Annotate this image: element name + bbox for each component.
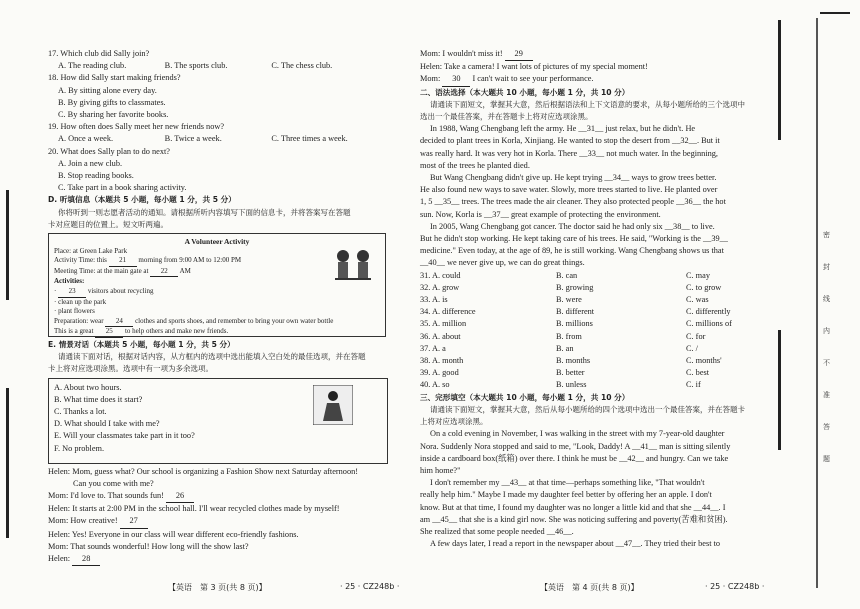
passage-line: am __45__ that she is a kind girl now. She was noticing suffering and poverty(苦难和贫困).	[420, 514, 728, 524]
card-activities-label: Activities:	[54, 277, 85, 286]
option-a[interactable]: A. By sitting alone every day.	[58, 85, 157, 95]
blank-23[interactable]: 23	[58, 287, 86, 298]
card-activity-time: Activity Time: this 21 morning from 9:00 AM to 12:00 PM	[54, 256, 380, 267]
option-c[interactable]: C. By sharing her favorite books.	[58, 110, 169, 120]
section-ii-title: 二、语法选择（本大题共 10 小题，每小题 1 分，共 10 分）	[420, 87, 630, 97]
section-e-instruction: 请通读下面对话，根据对话内容，从方框内的选项中选出能填入空白处的最佳选项，并在答题	[58, 352, 366, 362]
grammar-options	[420, 270, 770, 392]
dialogue-option[interactable]: E. Will your classmates take part in it too?	[54, 431, 195, 441]
grammar-option-row: 31. A. could B. can C. may	[420, 270, 710, 280]
card-activity-1: · 23 visitors about recycling	[54, 287, 380, 298]
grammar-option-row: 36. A. about B. from C. for	[420, 331, 706, 341]
dialogue-line: Helen: It starts at 2:00 PM in the school hall. I'll wear recycled clothes made by myself!	[48, 504, 340, 514]
options	[48, 60, 378, 72]
passage-line: medicine." Even today, at the age of 89, he is still working. Wang Chengbang shows us that	[420, 246, 724, 256]
binding-char: 密	[823, 231, 830, 239]
passage-line: was really hard. It was very hot in Korla. There __33__ not much water. In the beginning,	[420, 148, 718, 158]
dialogue-line: Mom: 30 I can't wait to see your performance.	[420, 73, 770, 86]
passage-line: inside a cardboard box(纸箱) over there. I think he must be __42__ and hungry. Can we take	[420, 453, 729, 463]
alignment-mark	[778, 20, 781, 140]
passage-line: him home?"	[420, 465, 461, 475]
option-a[interactable]: A. Once a week.	[58, 134, 114, 144]
section-d-instruction-2: 卡对应题目的位置上。短文听两遍。	[48, 219, 168, 229]
page-footer-left: 【英语 第 3 页(共 8 页)】	[168, 583, 267, 592]
section-d-instruction: 你将听到一则志愿者活动的通知。请根据所听内容填写下面的信息卡，并将答案写在答题	[58, 207, 351, 217]
section-d-title: D. 听填信息（本题共 5 小题，每小题 1 分，共 5 分）	[48, 195, 236, 205]
question-stem: 20. What does Sally plan to do next?	[48, 146, 170, 156]
grammar-option-row: 37. A. a B. an C. /	[420, 343, 698, 353]
dialogue-option[interactable]: F. No problem.	[54, 443, 105, 453]
binding-line	[816, 18, 818, 588]
passage-line: decided to plant trees in Korla, Xinjiang. He wanted to stop the desert from __32__. But it	[420, 136, 720, 146]
passage-line: He also found new ways to save water. Slowly, more trees started to live. He planted over	[420, 185, 718, 195]
passage-line: In 1988, Wang Chengbang left the army. He __31__ just relax, but he didn't. He	[430, 124, 696, 134]
dialogue-line: Mom: I wouldn't miss it! 29	[420, 48, 770, 61]
blank-25[interactable]: 25	[95, 327, 123, 338]
question-20	[48, 146, 398, 195]
blank-21[interactable]: 21	[109, 256, 137, 267]
cloze-passage	[420, 428, 770, 550]
option-b[interactable]: B. By giving gifts to classmates.	[58, 97, 166, 107]
dialogue	[48, 466, 398, 567]
passage-line: __40__ we never give up, we can do great things.	[420, 258, 585, 268]
binding-char: 答	[823, 423, 830, 431]
volunteers-illustration	[331, 246, 377, 286]
question-17	[48, 48, 398, 72]
grammar-option-row: 32. A. grow B. growing C. to grow	[420, 282, 722, 292]
binding-char: 线	[823, 295, 830, 303]
passage-line: She realized that some people needed __46__.	[420, 526, 574, 536]
section-iii-instruction-2: 上将对应选项涂黑。	[420, 417, 488, 427]
grammar-option-row: 38. A. month B. months C. months'	[420, 356, 722, 366]
page-footer-right: 【英语 第 4 页(共 8 页)】	[540, 583, 639, 592]
dialogue-option[interactable]: A. About two hours.	[54, 382, 122, 392]
dialogue-option[interactable]: B. What time does it start?	[54, 394, 143, 404]
section-e-instruction-2: 卡上将对应选项涂黑。选项中有一项为多余选项。	[48, 364, 213, 374]
dialogue-line: Helen: Yes! Everyone in our class will wear different eco-friendly fashions.	[48, 529, 299, 539]
binding-char: 内	[823, 327, 830, 335]
option-c[interactable]: C. Three times a week.	[271, 134, 348, 144]
binding-char: 准	[823, 391, 830, 399]
card-activity-2: · clean up the park	[54, 297, 107, 306]
dialogue-line: Mom: That sounds wonderful! How long will the show last?	[48, 541, 249, 551]
option-b[interactable]: B. Twice a week.	[164, 134, 222, 144]
dialogue-line: Helen: Take a camera! I want lots of pictures of my special moment!	[420, 62, 648, 72]
question-18	[48, 72, 398, 121]
passage-line: Nora. Suddenly Nora stopped and said to me, "Look, Daddy! A __41__ man is sitting silently	[420, 441, 731, 451]
passage-line: But Wang Chengbang didn't give up. He kept trying __34__ ways to grow trees better.	[430, 173, 717, 183]
dialogue-options-box	[48, 378, 388, 464]
option-c[interactable]: C. Take part in a book sharing activity.	[58, 183, 187, 193]
dialogue-line: Mom: How creative! 27	[48, 515, 398, 528]
card-title: A Volunteer Activity	[184, 237, 250, 247]
grammar-passage	[420, 123, 770, 269]
question-19	[48, 121, 398, 145]
option-b[interactable]: B. The sports club.	[164, 61, 228, 71]
section-iii-instruction: 请通读下面短文，掌握其大意，然后从每小题所给的四个选项中选出一个最佳答案，并在答题卡	[430, 404, 745, 414]
option-b[interactable]: B. Stop reading books.	[58, 171, 134, 181]
page-code-right: · 25 · CZ248b ·	[705, 582, 765, 591]
question-stem: 17. Which club did Sally join?	[48, 49, 150, 58]
grammar-option-row: 33. A. is B. were C. was	[420, 295, 709, 305]
card-great: This is a great 25 to help others and make new friends.	[54, 327, 380, 338]
grammar-option-row: 39. A. good B. better C. best	[420, 368, 710, 378]
blank-28[interactable]: 28	[72, 553, 100, 566]
section-ii-instruction-2: 选出一个最佳答案，并在答题卡上将对应选项涂黑。	[420, 112, 593, 122]
grammar-option-row: 35. A. million B. millions C. millions of	[420, 319, 732, 329]
dialogue-line: Helen: 28	[48, 553, 398, 566]
dialogue-option[interactable]: D. What should I take with me?	[54, 419, 160, 429]
option-a[interactable]: A. The reading club.	[58, 61, 127, 71]
passage-line: I don't remember my __43__ at that time—perhaps something like, "That wouldn't	[430, 478, 705, 488]
alignment-mark	[6, 190, 9, 300]
dialogue-line: Mom: I'd love to. That sounds fun! 26	[48, 490, 398, 503]
question-stem: 18. How did Sally start making friends?	[48, 73, 181, 83]
passage-line: But he didn't stop working. He kept taking care of his trees. He said, "Working is the __39__	[420, 234, 728, 244]
blank-26[interactable]: 26	[166, 490, 194, 503]
card-place: Place: at Green Lake Park	[54, 246, 128, 255]
section-e-title: E. 情景对话（本题共 5 小题，每小题 1 分，共 5 分）	[48, 340, 235, 350]
corner-mark	[820, 12, 850, 14]
left-column	[48, 48, 398, 566]
card-meeting-time: Meeting Time: at the main gate at 22 AM	[54, 267, 380, 278]
passage-line: A few days later, I read a report in the newspaper about __47__. They tried their best to	[430, 539, 721, 549]
alignment-mark	[778, 330, 781, 450]
section-ii-instruction: 请通读下面短文，掌握其大意，然后根据语法和上下文语意的要求，从每小题所给的三个选项中	[430, 99, 745, 109]
grammar-option-row: 40. A. so B. unless C. if	[420, 380, 701, 390]
blank-27[interactable]: 27	[120, 515, 148, 528]
binding-margin	[792, 0, 860, 609]
grammar-option-row: 34. A. difference B. different C. differently	[420, 307, 731, 317]
binding-char: 不	[823, 359, 830, 367]
binding-char: 题	[823, 455, 830, 463]
right-column	[420, 48, 770, 550]
volunteer-info-card	[48, 233, 386, 337]
dialogue-option[interactable]: C. Thanks a lot.	[54, 407, 107, 417]
blank-24[interactable]: 24	[105, 317, 133, 328]
question-stem: 19. How often does Sally meet her new friends now?	[48, 122, 225, 132]
section-iii-title: 三、完形填空（本大题共 10 小题，每小题 1 分，共 10 分）	[420, 392, 630, 402]
card-activity-3: · plant flowers	[54, 307, 95, 316]
option-c[interactable]: C. The chess club.	[271, 61, 333, 71]
passage-line: know. But at that time, I found my daughter was no longer a little kid and that she __44__. I	[420, 502, 726, 512]
dialogue-line: Can you come with me?	[73, 478, 154, 488]
passage-line: On a cold evening in November, I was walking in the street with my 7-year-old daughter	[430, 429, 725, 439]
option-a[interactable]: A. Join a new club.	[58, 158, 123, 168]
passage-line: really help him." Maybe I made my daughter feel better by offering her an apple. I don't	[420, 490, 712, 500]
alignment-mark	[6, 388, 9, 538]
passage-line: sun. Now, Korla is __37__ great example of protecting the environment.	[420, 209, 661, 219]
binding-char: 封	[823, 263, 830, 271]
blank-29[interactable]: 29	[505, 48, 533, 61]
fashion-show-photo	[313, 385, 353, 425]
page-code-left: · 25 · CZ248b ·	[340, 582, 400, 591]
dialogue-line: Helen: Mom, guess what? Our school is organizing a Fashion Show next Saturday afternoon!	[48, 466, 359, 476]
options	[48, 133, 378, 145]
blank-30[interactable]: 30	[442, 73, 470, 86]
blank-22[interactable]: 22	[150, 267, 178, 278]
card-preparation: Preparation: wear 24 clothes and sports shoes, and remember to bring your own water bottle	[54, 317, 380, 328]
passage-line: most of the trees he planted died.	[420, 160, 530, 170]
passage-line: In 2005, Wang Chengbang got cancer. The doctor said he had only six __38__ to live.	[430, 221, 715, 231]
passage-line: 1, 5 __35__ trees. The trees made the air cleaner. They also protected people __36__ the hot	[420, 197, 726, 207]
